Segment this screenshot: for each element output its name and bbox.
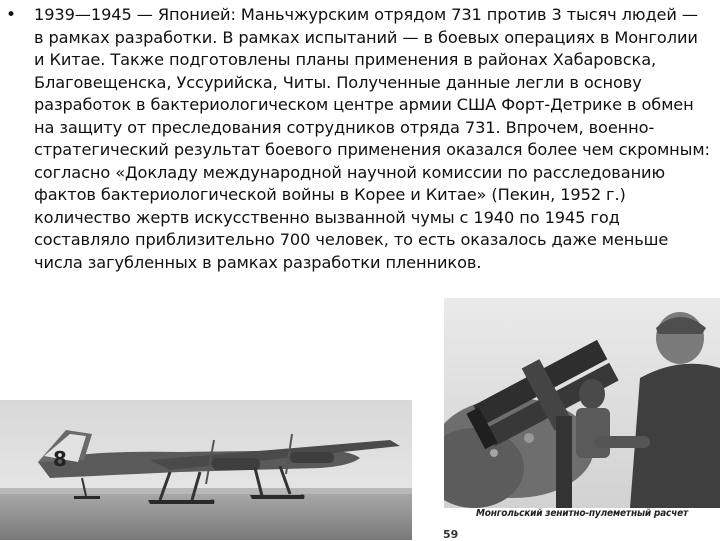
photo-caption: Монгольский зенитно-пулеметный расчет (476, 508, 689, 519)
bullet-text: 1939—1945 — Японией: Маньчжурским отрядом 731 против 3 тысяч людей — в рамках разработки. В рамках испытаний — в боевых операциях в Монголии и Китае. Также подготовлены планы применения в районах Хабаровска, Благовещенска, Уссурийска, Читы. Полученные данные легли в основу разработок в бактериологическом центре армии США Форт-Детрике в обмен на защиту от преследования сотрудников отряда 731. Впрочем, военно-стратегический результат боевого применения оказался более чем скромным: согласно «Докладу международной научной комиссии по расследованию фактов бактериологической войны в Корее и Китае» (Пекин, 1952 г.) количество жертв искусственно вызванной чумы с 1940 по 1945 год составляло приблизительно 700 человек, то есть оказалось даже меньше числа загубленных в рамках разработки пленников. (34, 5, 710, 272)
bullet-marker: • (6, 5, 17, 25)
bullet-paragraph (6, 4, 712, 274)
page-number: 59 (443, 528, 459, 541)
gun-crew-photo (444, 298, 720, 508)
airplane-photo (0, 400, 412, 540)
tail-number: 8 (53, 447, 67, 471)
